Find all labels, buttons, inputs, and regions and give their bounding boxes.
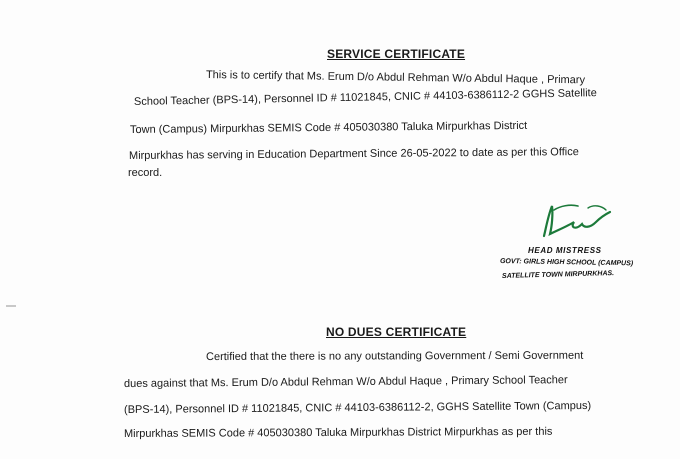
scan-edge-mark bbox=[6, 305, 16, 307]
no-dues-certificate-title: NO DUES CERTIFICATE bbox=[326, 325, 467, 339]
service-certificate-title: SERVICE CERTIFICATE bbox=[327, 47, 466, 61]
nodues-line-4: Mirpurkhas SEMIS Code # 405030380 Taluka Mirpurkhas District Mirpurkhas as per this bbox=[123, 425, 553, 440]
stamp-line-1: HEAD MISTRESS bbox=[528, 246, 602, 255]
service-line-5: record. bbox=[128, 167, 163, 179]
service-line-4: Mirpurkhas has serving in Education Department Since 26-05-2022 to date as per this Office bbox=[128, 146, 579, 162]
service-line-2: School Teacher (BPS-14), Personnel ID # 11021845, CNIC # 44103-6386112-2 GGHS Satellite bbox=[133, 87, 597, 108]
service-line-1: This is to certify that Ms. Erum D/o Abdul Rehman W/o Abdul Haque , Primary bbox=[205, 69, 586, 87]
stamp-line-2: GOVT: GIRLS HIGH SCHOOL (CAMPUS) bbox=[499, 258, 634, 268]
nodues-line-1: Certified that the there is no any outstanding Government / Semi Government bbox=[205, 349, 584, 363]
service-line-3: Town (Campus) Mirpurkhas SEMIS Code # 405030380 Taluka Mirpurkhas District bbox=[129, 119, 528, 136]
nodues-line-2: dues against that Ms. Erum D/o Abdul Rehman W/o Abdul Haque , Primary School Teacher bbox=[123, 374, 568, 390]
nodues-line-3: (BPS-14), Personnel ID # 11021845, CNIC # 44103-6386112-2, GGHS Satellite Town (Campus) bbox=[123, 399, 592, 416]
signature-image bbox=[540, 200, 615, 240]
signature-block bbox=[480, 200, 660, 295]
stamp-line-3: SATELLITE TOWN MIRPURKHAS. bbox=[501, 270, 615, 280]
